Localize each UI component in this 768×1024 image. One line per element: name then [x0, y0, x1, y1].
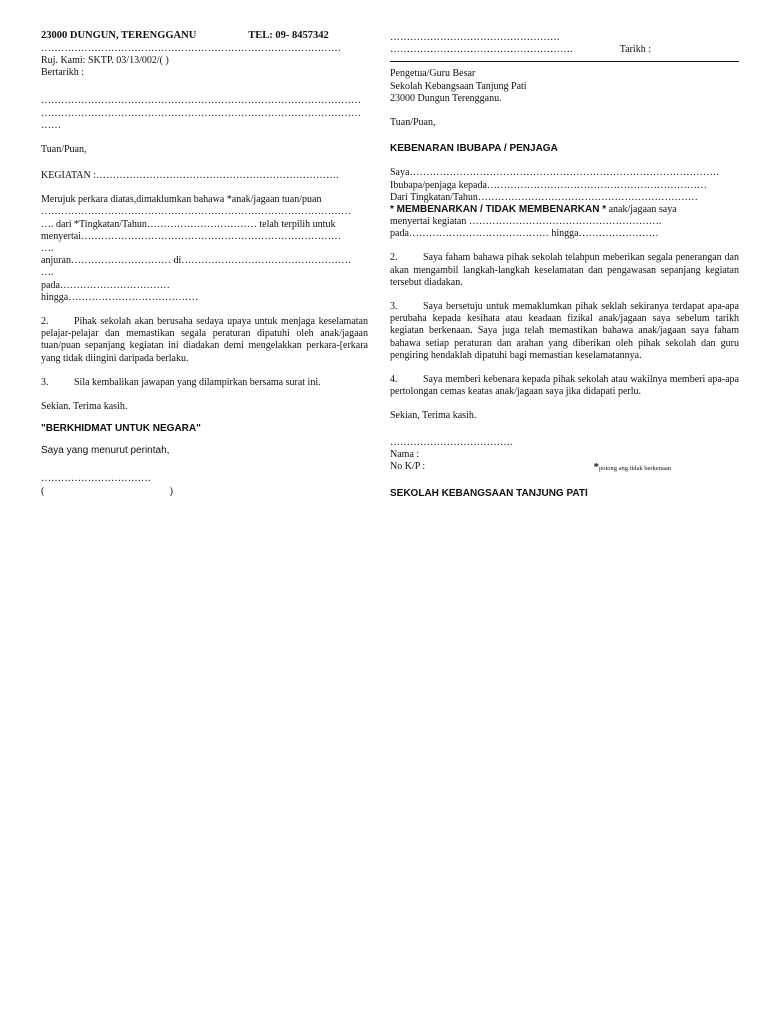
- date-label: Bertarikh :: [41, 67, 85, 79]
- divider: [390, 61, 739, 62]
- paragraph-1-line: Merujuk perkara diatas,dimaklumkan bahawa *anak/jagaan tuan/puan: [41, 194, 322, 206]
- consent-paragraph-2: [390, 252, 739, 289]
- reply-slip: [390, 32, 739, 500]
- parent-name-line: Saya…………………………………………………………………………………: [390, 167, 720, 179]
- date-range-line: pada…………………………………… hingga……………………: [390, 228, 659, 240]
- signatory-name-brackets: ( ): [41, 485, 173, 497]
- organizer-line: anjuran………………………… di……………………………………………: [41, 255, 352, 267]
- recipient-line: 23000 Dungun Terengganu.: [390, 92, 502, 104]
- letter-column: [41, 30, 368, 498]
- asterisk: *: [593, 460, 599, 473]
- paragraph-number: 2.: [41, 315, 49, 327]
- consent-paragraph-4: [390, 374, 739, 398]
- recipient-line: Sekolah Kebangsaan Tanjung Pati: [390, 80, 527, 92]
- class-line: Dari Tingkatan/Tahun…………………………………………………………: [390, 191, 698, 203]
- recipient-address-line: ……………………………………………………………………………………: [41, 95, 361, 107]
- paragraph-text: Sila kembalikan jawapan yang dilampirkan bersama surat ini.: [74, 376, 321, 388]
- signature-dots: ……………………………….: [390, 436, 513, 448]
- consent-title: KEBENARAN IBUBAPA / PENJAGA: [390, 143, 558, 155]
- paragraph-number: 3.: [390, 301, 398, 312]
- consent-choice: * MEMBENARKAN / TIDAK MEMBENARKAN *: [390, 203, 607, 215]
- closing-text: Sekian. Terima kasih.: [41, 400, 128, 412]
- sender-date-row: [390, 44, 739, 56]
- consent-choice-line: * MEMBENARKAN / TIDAK MEMBENARKAN * anak/jagaan saya: [390, 203, 677, 215]
- id-row: [390, 461, 739, 474]
- header-telephone: TEL: 09- 8457342: [248, 30, 329, 41]
- closing-text: Sekian, Terima kasih.: [390, 410, 477, 422]
- sender-dots: ……………………………………………….: [390, 44, 573, 56]
- signature-dots: ……………………………: [41, 473, 151, 485]
- paragraph-2: [41, 316, 368, 365]
- paragraph-3: [41, 377, 368, 389]
- paragraph-1-line: …………………………………………………………………………………: [41, 206, 351, 218]
- paragraph-1-line: …. dari *Tingkatan/Tahun…………………………… telah terpilih untuk: [41, 218, 336, 230]
- footnote: [593, 461, 671, 474]
- recipient-address-line: ……: [41, 119, 61, 131]
- date-label: Tarikh :: [619, 44, 651, 56]
- header-dots: ………………………………………………………………………………: [41, 42, 341, 54]
- paragraph-text: Saya memberi kebenara kepada pihak sekolah atau wakilnya memberi apa-apa pertolongan cemas keatas anak/jagaan saya jika didapati perlu.: [390, 373, 739, 398]
- name-label: Nama :: [390, 448, 420, 460]
- paragraph-text: Saya bersetuju untuk memaklumkan pihak seklah sekiranya terdapat apa-apa perubaha kepada kesihata atau keadaan fizikal anak/jagaan saya sebelum tarikh kegiatan berkenaan. Saya juga telah memastikan bahawa anak/jagaan saya faham bahawa setiap peraturan dan arahan yang diberikan oleh pihak sekolah dan guru pengiring hendaklah dipatuhi bagi memastian keselamatannya.: [390, 301, 739, 361]
- paragraph-number: 4.: [390, 373, 398, 385]
- paragraph-text: Saya faham bahawa pihak sekolah telahpun meberikan segala penerangan dan akan mengambil langkah-langkah keselamatan dan pengawasan sepanjang kegiatan tersebut diadakan.: [390, 252, 739, 288]
- sender-dots: ……………………………………………: [390, 32, 560, 43]
- end-date-line: hingga…………………………………: [41, 291, 199, 303]
- paragraph-number: 3.: [41, 376, 49, 388]
- recipient-address-line: ……………………………………………………………………………………: [41, 107, 361, 119]
- header-address: 23000 DUNGUN, TERENGGANU: [41, 30, 197, 41]
- organizer-line: ….: [41, 267, 54, 279]
- letter-header: [41, 30, 368, 43]
- school-name: SEKOLAH KEBANGSAAN TANJUNG PATI: [390, 488, 588, 500]
- id-number-label: No K/P :: [390, 460, 426, 472]
- paragraph-text: Pihak sekolah akan berusaha sedaya upaya untuk menjaga keselamatan pelajar-pelajar dan memastikan segala peraturan dipatuhi oleh anak/jagaan tuan/puan sepanjang kegiatan ini diadakan demi mengelakkan perkara-[erkara yang tidak diingini daripada berlaku.: [41, 315, 368, 364]
- start-date-line: pada……………………………: [41, 279, 170, 291]
- motto: "BERKHIDMAT UNTUK NEGARA": [41, 423, 201, 435]
- paragraph-number: 2.: [390, 252, 398, 264]
- child-name-line: Ibubapa/penjaga kepada…………………………………………………………: [390, 179, 707, 191]
- salutation: Tuan/Puan,: [390, 116, 436, 128]
- recipient-line: Pengetua/Guru Besar: [390, 68, 476, 80]
- salutation: Tuan/Puan,: [41, 143, 87, 155]
- consent-paragraph-3: [390, 301, 739, 362]
- activity-line: KEGIATAN :……………………………………………………………….: [41, 170, 339, 182]
- activity-line: menyertai kegiatan ………………………………………………….: [390, 216, 662, 228]
- paragraph-1-line: menyertai……………………………………………………………………: [41, 230, 341, 242]
- paragraph-1-line: ….: [41, 243, 54, 255]
- reference-number: Ruj. Kami: SKTP. 03/13/002/( ): [41, 54, 169, 66]
- footnote-text: potong ang tidak berkenaan: [598, 464, 671, 472]
- sign-off: Saya yang menurut perintah,: [41, 445, 170, 457]
